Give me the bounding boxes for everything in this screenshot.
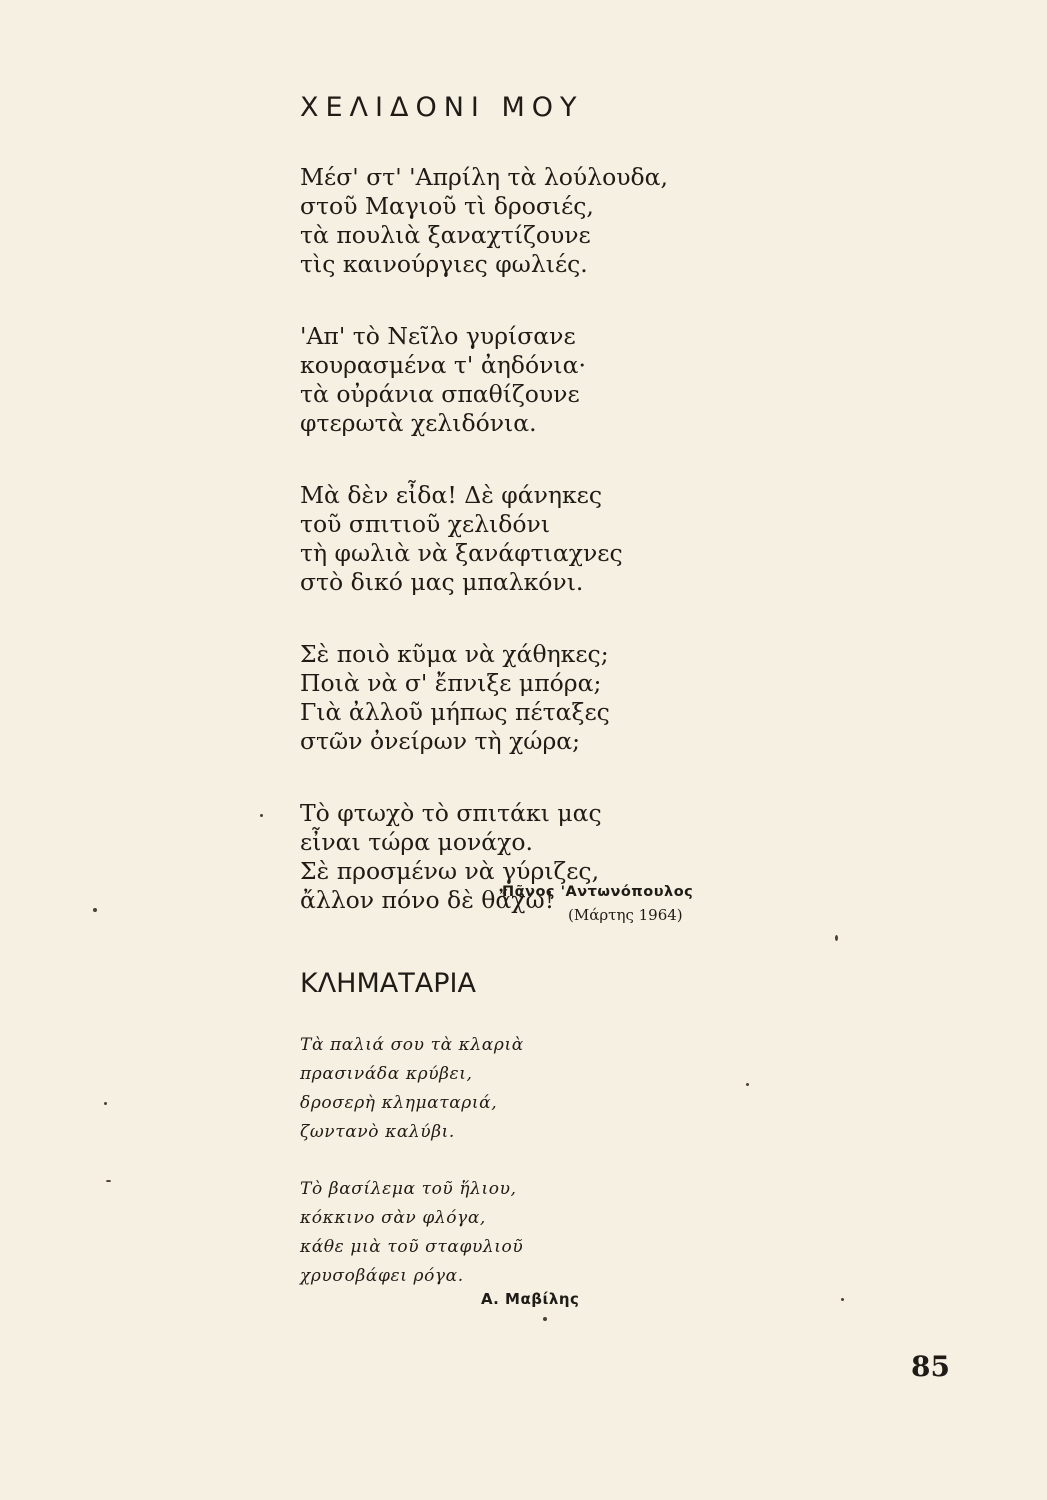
verse-line: Ποιὰ νὰ σ' ἔπνιξε μπόρα;: [300, 669, 602, 697]
verse-line: χρυσοβάφει ρόγα.: [300, 1266, 464, 1286]
verse-line: Τὰ παλιά σου τὰ κλαριὰ: [300, 1035, 524, 1055]
poem-author: Πᾶνος 'Αντωνόπουλος: [502, 884, 694, 900]
stanza: [300, 322, 668, 438]
verse-line: Σὲ προσμένω νὰ γύριζες,: [300, 857, 600, 885]
paper-speck: [104, 1102, 107, 1105]
paper-speck: [841, 1298, 844, 1301]
verse-line: δροσερὴ κληματαριά,: [300, 1093, 498, 1113]
poem-title: ΚΛΗΜΑΤΑΡΙΑ: [300, 968, 476, 999]
verse-line: ἄλλον πόνο δὲ θἄχω!: [300, 886, 555, 914]
verse-line: τοῦ σπιτιοῦ χελιδόνι: [300, 510, 551, 538]
stanza: [300, 1031, 524, 1147]
verse-line: τὰ πουλιὰ ξαναχτίζουνε: [300, 221, 591, 249]
poem-author: Α. Μαβίλης: [481, 1290, 580, 1308]
verse-line: Τὸ φτωχὸ τὸ σπιτάκι μας: [300, 799, 602, 827]
attribution: [502, 884, 762, 924]
verse-line: τὰ οὐράνια σπαθίζουνε: [300, 380, 580, 408]
verse-line: κάθε μιὰ τοῦ σταφυλιοῦ: [300, 1237, 524, 1257]
verse-line: Σὲ ποιὸ κῦμα νὰ χάθηκες;: [300, 640, 609, 668]
poem-body: [300, 163, 668, 958]
verse-line: κόκκινο σὰν φλόγα,: [300, 1208, 486, 1228]
stanza: [300, 163, 668, 279]
stanza: [300, 1175, 524, 1291]
verse-line: Τὸ βασίλεμα τοῦ ἥλιου,: [300, 1179, 517, 1199]
poem-date: (Μάρτης 1964): [568, 906, 683, 924]
verse-line: στῶν ὀνείρων τὴ χώρα;: [300, 727, 581, 755]
verse-line: Γιὰ ἀλλοῦ μήπως πέταξες: [300, 698, 610, 726]
page-number: 85: [911, 1350, 950, 1383]
stanza: [300, 640, 668, 756]
verse-line: στοῦ Μαγιοῦ τὶ δροσιές,: [300, 192, 594, 220]
poem-title: ΧΕΛΙΔΟΝΙ ΜΟΥ: [300, 92, 584, 123]
verse-line: ζωντανὸ καλύβι.: [300, 1122, 455, 1142]
stanza: [300, 481, 668, 597]
verse-line: στὸ δικό μας μπαλκόνι.: [300, 568, 584, 596]
verse-line: πρασινάδα κρύβει,: [300, 1064, 473, 1084]
verse-line: κουρασμένα τ' ἀηδόνια·: [300, 351, 586, 379]
verse-line: Μέσ' στ' 'Απρίλη τὰ λούλουδα,: [300, 163, 669, 191]
verse-line: φτερωτὰ χελιδόνια.: [300, 409, 537, 437]
paper-speck: [835, 935, 838, 941]
paper-speck: [93, 908, 97, 912]
verse-line: τὴ φωλιὰ νὰ ξανάφτιαχνες: [300, 539, 623, 567]
verse-line: εἶναι τώρα μονάχο.: [300, 828, 533, 856]
verse-line: 'Απ' τὸ Νεῖλο γυρίσανε: [300, 322, 576, 350]
paper-speck: [260, 814, 263, 817]
verse-line: Μὰ δὲν εἶδα! Δὲ φάνηκες: [300, 481, 603, 509]
paper-speck: [543, 1317, 547, 1321]
paper-speck: [746, 1083, 749, 1086]
verse-line: τὶς καινούργιες φωλιές.: [300, 250, 588, 278]
paper-speck: [106, 1180, 111, 1182]
poem-body: [300, 1031, 524, 1319]
